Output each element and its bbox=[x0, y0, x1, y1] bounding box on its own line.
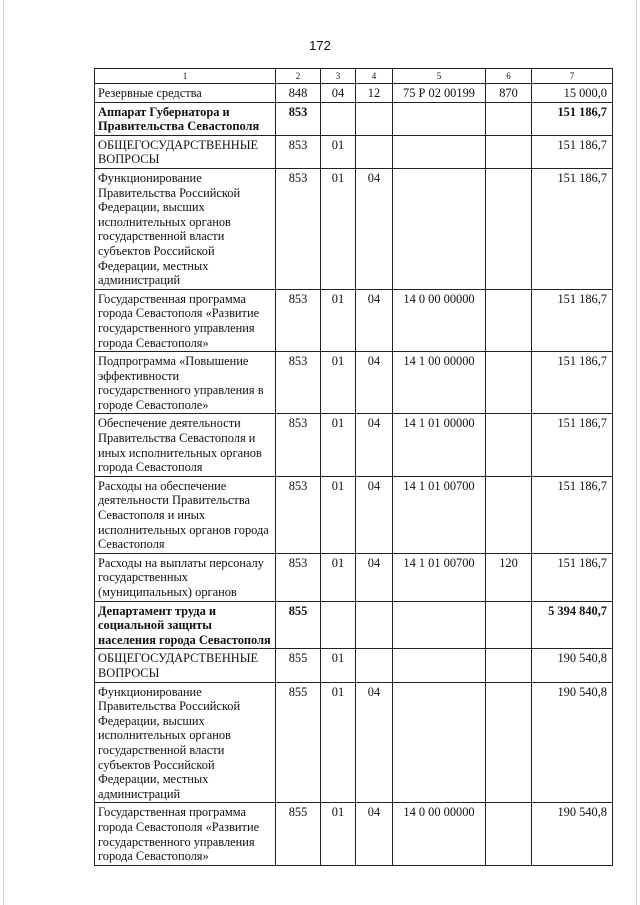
row-target-article-cell: 75 Р 02 00199 bbox=[393, 84, 486, 103]
column-header: 2 bbox=[276, 69, 321, 84]
row-section-code-cell: 01 bbox=[321, 135, 356, 168]
row-gr-code-cell: 855 bbox=[276, 803, 321, 865]
row-name-cell: Резервные средства bbox=[95, 84, 276, 103]
row-subsection-code-cell: 04 bbox=[356, 352, 393, 414]
row-subsection-code-cell bbox=[356, 102, 393, 135]
row-target-article-cell bbox=[393, 102, 486, 135]
row-gr-code-cell: 853 bbox=[276, 135, 321, 168]
left-edge-line bbox=[3, 0, 4, 905]
row-section-code-cell bbox=[321, 601, 356, 649]
row-amount-cell: 151 186,7 bbox=[532, 168, 613, 289]
row-target-article-cell bbox=[393, 682, 486, 803]
row-section-code-cell bbox=[321, 102, 356, 135]
row-gr-code-cell: 853 bbox=[276, 168, 321, 289]
row-target-article-cell bbox=[393, 135, 486, 168]
table-row bbox=[95, 135, 613, 168]
table-body bbox=[95, 84, 613, 866]
column-header: 7 bbox=[532, 69, 613, 84]
row-amount-cell: 151 186,7 bbox=[532, 352, 613, 414]
row-target-article-cell: 14 1 01 00700 bbox=[393, 553, 486, 601]
row-section-code-cell: 01 bbox=[321, 803, 356, 865]
row-gr-code-cell: 848 bbox=[276, 84, 321, 103]
row-name-cell: Государственная программа города Севастополя «Развитие государственного управления города Севастополя» bbox=[95, 803, 276, 865]
table-row bbox=[95, 102, 613, 135]
table-row bbox=[95, 649, 613, 682]
row-name-cell: Департамент труда и социальной защиты населения города Севастополя bbox=[95, 601, 276, 649]
row-name-cell: Подпрограмма «Повышение эффективности государственного управления в городе Севастополе» bbox=[95, 352, 276, 414]
row-amount-cell: 151 186,7 bbox=[532, 135, 613, 168]
row-amount-cell: 190 540,8 bbox=[532, 682, 613, 803]
row-amount-cell: 151 186,7 bbox=[532, 414, 613, 476]
row-amount-cell: 151 186,7 bbox=[532, 553, 613, 601]
row-amount-cell: 15 000,0 bbox=[532, 84, 613, 103]
row-target-article-cell bbox=[393, 649, 486, 682]
row-subsection-code-cell: 04 bbox=[356, 682, 393, 803]
row-section-code-cell: 01 bbox=[321, 289, 356, 351]
row-target-article-cell bbox=[393, 168, 486, 289]
table-row bbox=[95, 803, 613, 865]
row-subsection-code-cell bbox=[356, 649, 393, 682]
row-expense-type-cell: 120 bbox=[486, 553, 532, 601]
table-row bbox=[95, 553, 613, 601]
row-name-cell: ОБЩЕГОСУДАРСТВЕННЫЕ ВОПРОСЫ bbox=[95, 135, 276, 168]
row-section-code-cell: 04 bbox=[321, 84, 356, 103]
row-expense-type-cell bbox=[486, 135, 532, 168]
row-subsection-code-cell: 04 bbox=[356, 803, 393, 865]
table-row bbox=[95, 84, 613, 103]
row-name-cell: Расходы на обеспечение деятельности Правительства Севастополя и иных исполнительных органов города Севастополя bbox=[95, 476, 276, 553]
row-target-article-cell: 14 0 00 00000 bbox=[393, 803, 486, 865]
row-subsection-code-cell: 04 bbox=[356, 168, 393, 289]
row-gr-code-cell: 855 bbox=[276, 682, 321, 803]
row-expense-type-cell bbox=[486, 649, 532, 682]
row-expense-type-cell bbox=[486, 414, 532, 476]
table-header-row bbox=[95, 69, 613, 84]
page-number: 172 bbox=[309, 38, 331, 53]
row-expense-type-cell bbox=[486, 476, 532, 553]
row-name-cell: Функционирование Правительства Российской Федерации, высших исполнительных органов государственной власти субъектов Российской Федерации, местных администраций bbox=[95, 168, 276, 289]
row-name-cell: ОБЩЕГОСУДАРСТВЕННЫЕ ВОПРОСЫ bbox=[95, 649, 276, 682]
table-row bbox=[95, 476, 613, 553]
budget-table bbox=[94, 68, 613, 866]
row-expense-type-cell bbox=[486, 289, 532, 351]
row-gr-code-cell: 853 bbox=[276, 476, 321, 553]
row-gr-code-cell: 853 bbox=[276, 102, 321, 135]
row-section-code-cell: 01 bbox=[321, 476, 356, 553]
table-row bbox=[95, 682, 613, 803]
row-gr-code-cell: 853 bbox=[276, 289, 321, 351]
column-header: 6 bbox=[486, 69, 532, 84]
row-name-cell: Государственная программа города Севастополя «Развитие государственного управления города Севастополя» bbox=[95, 289, 276, 351]
row-section-code-cell: 01 bbox=[321, 414, 356, 476]
column-header: 5 bbox=[393, 69, 486, 84]
row-expense-type-cell bbox=[486, 682, 532, 803]
row-expense-type-cell bbox=[486, 168, 532, 289]
row-section-code-cell: 01 bbox=[321, 682, 356, 803]
column-header: 4 bbox=[356, 69, 393, 84]
row-expense-type-cell bbox=[486, 102, 532, 135]
row-gr-code-cell: 853 bbox=[276, 352, 321, 414]
right-edge-line bbox=[636, 0, 637, 905]
row-expense-type-cell: 870 bbox=[486, 84, 532, 103]
row-target-article-cell: 14 0 00 00000 bbox=[393, 289, 486, 351]
column-header: 3 bbox=[321, 69, 356, 84]
table-row bbox=[95, 352, 613, 414]
row-name-cell: Функционирование Правительства Российской Федерации, высших исполнительных органов государственной власти субъектов Российской Федерации, местных администраций bbox=[95, 682, 276, 803]
table-row bbox=[95, 414, 613, 476]
row-section-code-cell: 01 bbox=[321, 168, 356, 289]
row-amount-cell: 151 186,7 bbox=[532, 102, 613, 135]
row-section-code-cell: 01 bbox=[321, 649, 356, 682]
row-gr-code-cell: 853 bbox=[276, 414, 321, 476]
row-section-code-cell: 01 bbox=[321, 553, 356, 601]
row-name-cell: Расходы на выплаты персоналу государственных (муниципальных) органов bbox=[95, 553, 276, 601]
table-row bbox=[95, 601, 613, 649]
row-subsection-code-cell bbox=[356, 601, 393, 649]
row-gr-code-cell: 855 bbox=[276, 601, 321, 649]
row-amount-cell: 190 540,8 bbox=[532, 803, 613, 865]
row-subsection-code-cell: 04 bbox=[356, 289, 393, 351]
table-row bbox=[95, 289, 613, 351]
row-amount-cell: 151 186,7 bbox=[532, 476, 613, 553]
row-subsection-code-cell bbox=[356, 135, 393, 168]
row-amount-cell: 5 394 840,7 bbox=[532, 601, 613, 649]
row-gr-code-cell: 853 bbox=[276, 553, 321, 601]
row-target-article-cell: 14 1 01 00700 bbox=[393, 476, 486, 553]
row-expense-type-cell bbox=[486, 352, 532, 414]
row-target-article-cell: 14 1 00 00000 bbox=[393, 352, 486, 414]
row-gr-code-cell: 855 bbox=[276, 649, 321, 682]
row-target-article-cell: 14 1 01 00000 bbox=[393, 414, 486, 476]
table-row bbox=[95, 168, 613, 289]
row-subsection-code-cell: 04 bbox=[356, 476, 393, 553]
row-name-cell: Обеспечение деятельности Правительства Севастополя и иных исполнительных органов города Севастополя bbox=[95, 414, 276, 476]
row-section-code-cell: 01 bbox=[321, 352, 356, 414]
row-subsection-code-cell: 04 bbox=[356, 553, 393, 601]
column-header: 1 bbox=[95, 69, 276, 84]
row-expense-type-cell bbox=[486, 803, 532, 865]
row-target-article-cell bbox=[393, 601, 486, 649]
row-amount-cell: 190 540,8 bbox=[532, 649, 613, 682]
row-name-cell: Аппарат Губернатора и Правительства Севастополя bbox=[95, 102, 276, 135]
row-subsection-code-cell: 12 bbox=[356, 84, 393, 103]
row-expense-type-cell bbox=[486, 601, 532, 649]
row-amount-cell: 151 186,7 bbox=[532, 289, 613, 351]
row-subsection-code-cell: 04 bbox=[356, 414, 393, 476]
